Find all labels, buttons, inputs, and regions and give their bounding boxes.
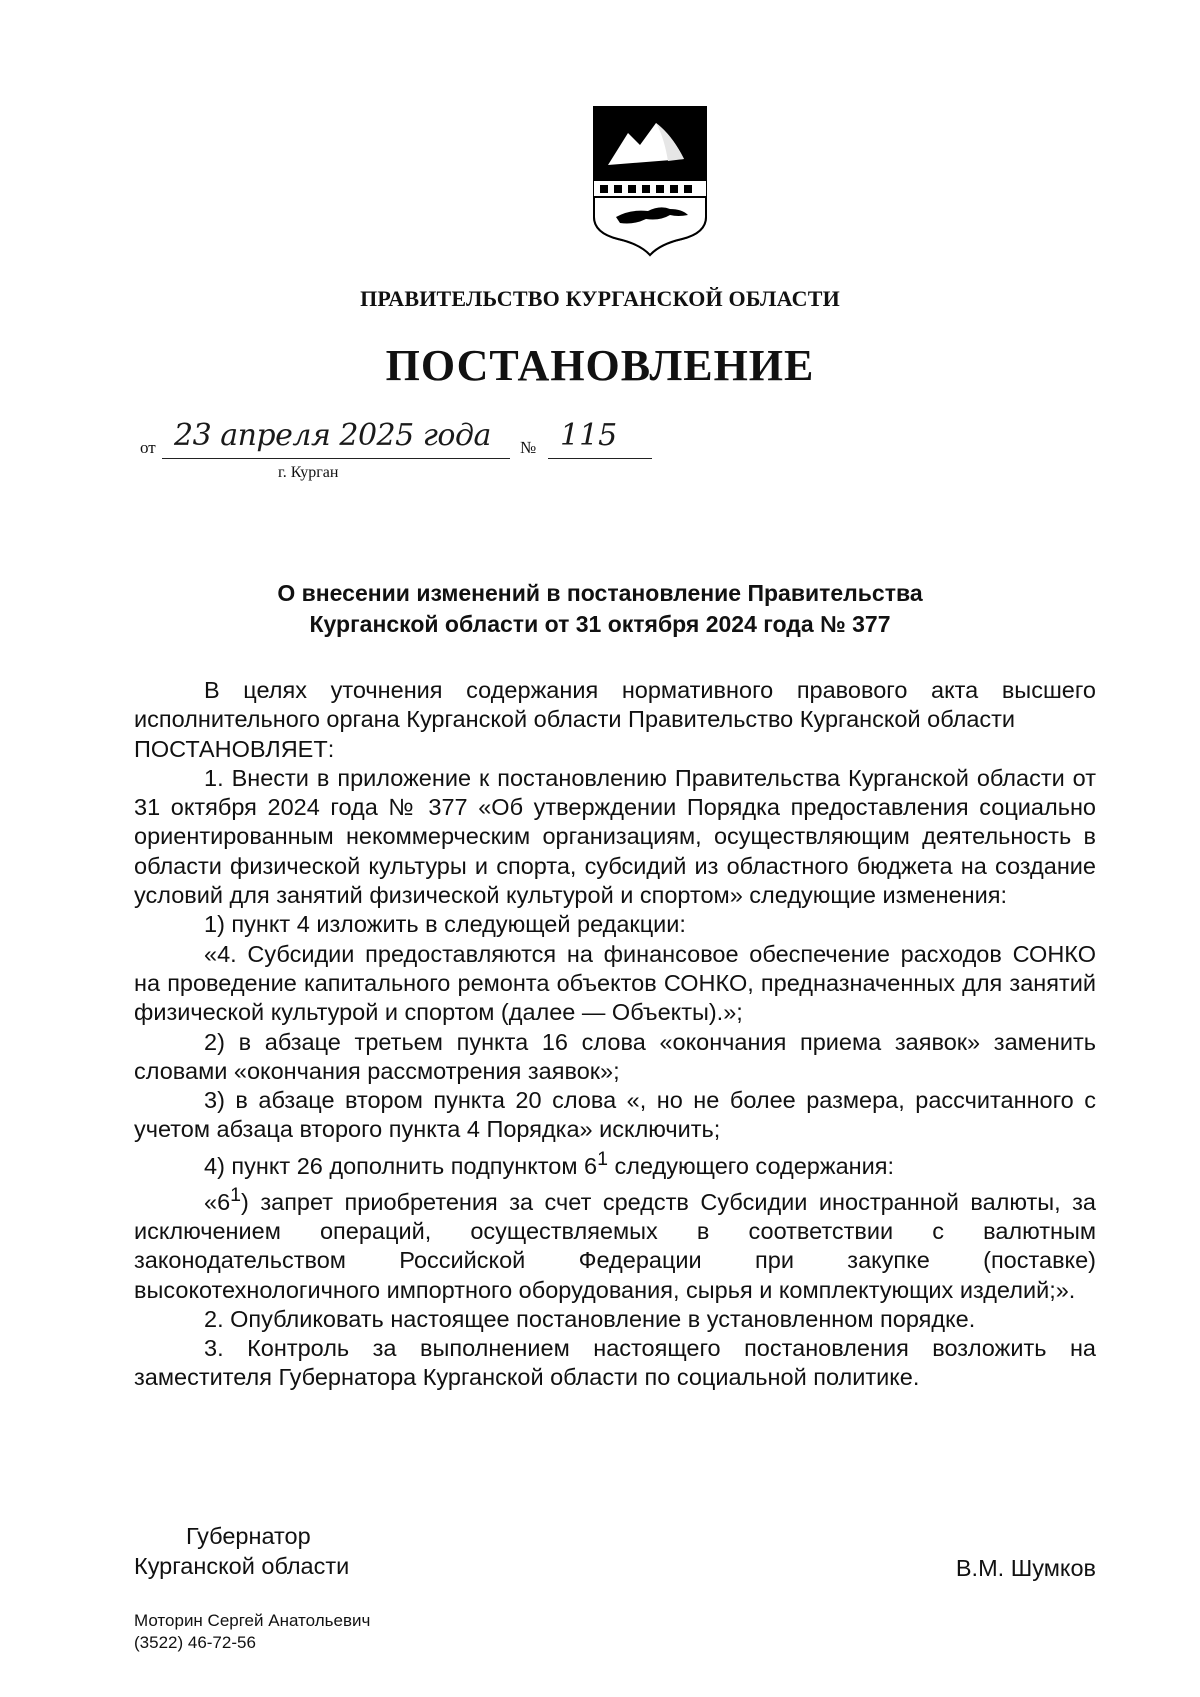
signatory-name: В.М. Шумков (955, 1555, 1096, 1581)
subject-line-1: О внесении изменений в постановление Правительства (277, 580, 923, 606)
item-1-2: 2) в абзаце третьем пункта 16 слова «окончания приема заявок» заменить словами «окончания рассмотрения заявок»; (134, 1028, 1096, 1084)
item-1-1-text: «4. Субсидии предоставляются на финансовое обеспечение расходов СОНКО на проведение капитального ремонта объектов СОНКО, предназначенных для занятий физической культурой и спортом (далее — Объекты).»; (134, 940, 1096, 1026)
executor-name: Моторин Сергей Анатольевич (134, 1611, 371, 1630)
item-1-4-quote-superscript: 1 (230, 1183, 242, 1206)
number-label: № (520, 438, 537, 457)
item-1-1: 1) пункт 4 изложить в следующей редакции: (204, 911, 686, 938)
resolution-body (134, 676, 1096, 1393)
item-1-4-quote-a: «6 (204, 1188, 231, 1215)
coat-of-arms-icon (590, 105, 710, 257)
government-name: ПРАВИТЕЛЬСТВО КУРГАНСКОЙ ОБЛАСТИ (360, 286, 840, 311)
handwritten-date: 23 апреля 2025 года (174, 418, 491, 453)
date-prefix: от (140, 438, 156, 457)
item-2: 2. Опубликовать настоящее постановление в установленном порядке. (204, 1305, 976, 1332)
item-1-4-superscript: 1 (597, 1147, 608, 1170)
signatory-role-line-2: Курганской области (134, 1553, 350, 1579)
executor-info (134, 1610, 370, 1654)
signatory-role-line-1: Губернатор (186, 1523, 311, 1549)
item-1-4 (134, 1145, 1096, 1181)
item-3: 3. Контроль за выполнением настоящего постановления возложить на заместителя Губернатора Курганской области по социальной политике. (134, 1335, 1096, 1391)
item-1-4-text-b: следующего содержания: (608, 1152, 894, 1179)
executor-phone: (3522) 46-72-56 (134, 1633, 256, 1652)
date-number-line (140, 418, 680, 484)
intro-resolves: ПОСТАНОВЛЯЕТ: (134, 735, 335, 762)
handwritten-number: 115 (560, 418, 618, 453)
signature-block (134, 1521, 1096, 1591)
city-label: г. Курган (278, 464, 339, 481)
resolution-subject (0, 578, 1200, 640)
item-1-4-text (134, 1181, 1096, 1305)
subject-line-2: Курганской области от 31 октября 2024 года № 377 (309, 611, 891, 637)
item-1: 1. Внести в приложение к постановлению Правительства Курганской области от 31 октября 2024 года № 377 «Об утверждении Порядка предоставления социально ориентированным некоммерческим организациям, осуществляющим деятельность в области физической культуры и спорта, субсидий из областного бюджета на создание условий для занятий физической культурой и спортом» следующие изменения: (134, 764, 1096, 909)
item-1-4-text-a: 4) пункт 26 дополнить подпунктом 6 (204, 1152, 598, 1179)
document-type-title: ПОСТАНОВЛЕНИЕ (385, 341, 815, 390)
item-1-4-quote-b: ) запрет приобретения за счет средств Субсидии иностранной валюты, за исключением операций, осуществляемых в соответствии с валютным законодательством Российской Федерации при закупке (поставке) высокотехнологичного импортного оборудования, сырья и комплектующих изделий;». (134, 1188, 1096, 1303)
intro-paragraph: В целях уточнения содержания нормативного правового акта высшего исполнительного органа Курганской области Правительство Курганской области (134, 677, 1096, 733)
item-1-3: 3) в абзаце втором пункта 20 слова «, но не более размера, рассчитанного с учетом абзаца второго пункта 4 Порядка» исключить; (134, 1087, 1096, 1143)
